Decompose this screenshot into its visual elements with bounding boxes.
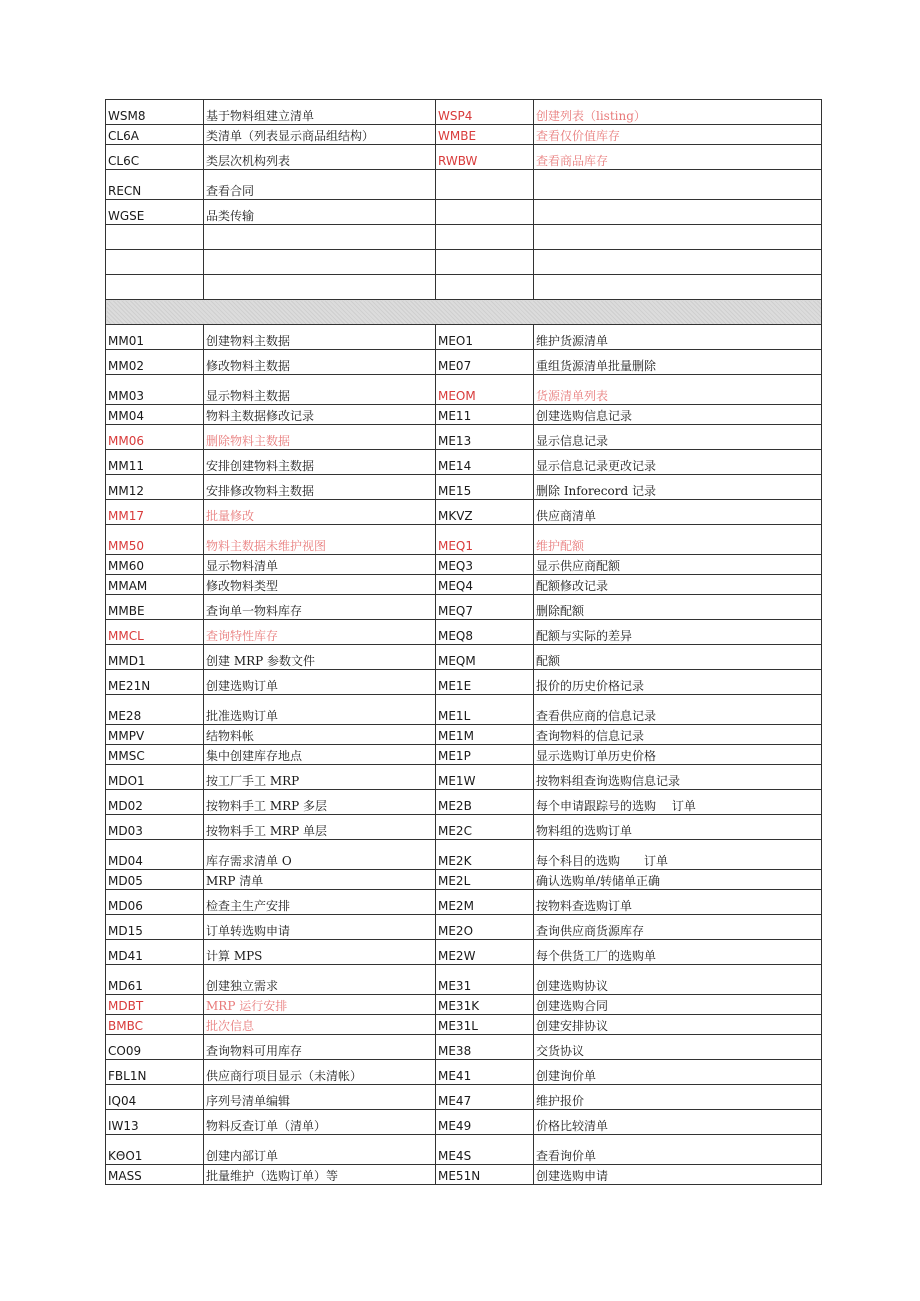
table-row <box>106 225 822 250</box>
table-row <box>106 890 822 915</box>
description-cell <box>534 200 822 225</box>
description-cell: 修改物料类型 <box>204 575 436 595</box>
table-row <box>106 200 822 225</box>
code-cell: MMD1 <box>106 645 204 670</box>
code-cell: ME4S <box>436 1135 534 1165</box>
description-cell: 按工厂手工 MRP <box>204 765 436 790</box>
description-cell: 配额与实际的差异 <box>534 620 822 645</box>
code-cell: ME2L <box>436 870 534 890</box>
table-row <box>106 670 822 695</box>
description-cell: 创建列表（listing） <box>534 100 822 125</box>
table-row <box>106 790 822 815</box>
table-row <box>106 275 822 300</box>
code-cell <box>106 250 204 275</box>
description-cell: 配额 <box>534 645 822 670</box>
description-cell: 创建选购信息记录 <box>534 405 822 425</box>
table-row <box>106 840 822 870</box>
code-cell: WSM8 <box>106 100 204 125</box>
table-row <box>106 350 822 375</box>
description-cell: 类清单（列表显示商品组结构） <box>204 125 436 145</box>
code-cell: ME15 <box>436 475 534 500</box>
table-row <box>106 250 822 275</box>
code-cell: IW13 <box>106 1110 204 1135</box>
table-row <box>106 325 822 350</box>
table-row <box>106 620 822 645</box>
code-cell: IQ04 <box>106 1085 204 1110</box>
table-row <box>106 170 822 200</box>
description-cell: 计算 MPS <box>204 940 436 965</box>
code-cell: MM12 <box>106 475 204 500</box>
code-cell: MD02 <box>106 790 204 815</box>
code-cell: ME51N <box>436 1165 534 1185</box>
code-cell <box>436 170 534 200</box>
description-cell: 订单转选购申请 <box>204 915 436 940</box>
description-cell: 安排修改物料主数据 <box>204 475 436 500</box>
description-cell: 每个供货工厂的选购单 <box>534 940 822 965</box>
description-cell: 结物料帐 <box>204 725 436 745</box>
description-cell: 删除 Inforecord 记录 <box>534 475 822 500</box>
code-cell: ME2M <box>436 890 534 915</box>
code-cell: ME07 <box>436 350 534 375</box>
description-cell: 显示物料清单 <box>204 555 436 575</box>
code-cell: MDBT <box>106 995 204 1015</box>
table-row <box>106 645 822 670</box>
code-cell <box>106 275 204 300</box>
code-cell: MMPV <box>106 725 204 745</box>
code-cell: ME2O <box>436 915 534 940</box>
description-cell: 配额修改记录 <box>534 575 822 595</box>
description-cell: 报价的历史价格记录 <box>534 670 822 695</box>
description-cell: 创建选购协议 <box>534 965 822 995</box>
table-row <box>106 870 822 890</box>
code-cell <box>436 275 534 300</box>
description-cell: MRP 运行安排 <box>204 995 436 1015</box>
code-cell: MDO1 <box>106 765 204 790</box>
code-cell: MEQ3 <box>436 555 534 575</box>
code-cell: ME31L <box>436 1015 534 1035</box>
description-cell <box>534 275 822 300</box>
code-cell: ME31K <box>436 995 534 1015</box>
code-cell: ME1M <box>436 725 534 745</box>
code-cell: RWBW <box>436 145 534 170</box>
description-cell: 按物料查选购订单 <box>534 890 822 915</box>
description-cell: 显示信息记录更改记录 <box>534 450 822 475</box>
code-cell: MD05 <box>106 870 204 890</box>
description-cell: 供应商清单 <box>534 500 822 525</box>
code-cell: WSP4 <box>436 100 534 125</box>
description-cell: 检查主生产安排 <box>204 890 436 915</box>
code-cell: MD61 <box>106 965 204 995</box>
description-cell: 显示物料主数据 <box>204 375 436 405</box>
description-cell: 创建物料主数据 <box>204 325 436 350</box>
description-cell: 查询物料可用库存 <box>204 1035 436 1060</box>
transaction-code-table <box>105 99 822 1185</box>
description-cell <box>204 250 436 275</box>
table-row <box>106 500 822 525</box>
code-cell: WGSE <box>106 200 204 225</box>
description-cell: 查询供应商货源库存 <box>534 915 822 940</box>
code-cell: KΘO1 <box>106 1135 204 1165</box>
code-cell: MD41 <box>106 940 204 965</box>
table-row <box>106 475 822 500</box>
description-cell: 类层次机构列表 <box>204 145 436 170</box>
description-cell: 查看询价单 <box>534 1135 822 1165</box>
description-cell: 库存需求清单 O <box>204 840 436 870</box>
description-cell: 创建内部订单 <box>204 1135 436 1165</box>
code-cell: ME13 <box>436 425 534 450</box>
table-row <box>106 125 822 145</box>
description-cell: 按物料组查询选购信息记录 <box>534 765 822 790</box>
code-cell: RECN <box>106 170 204 200</box>
code-cell: MD15 <box>106 915 204 940</box>
code-cell: MEO1 <box>436 325 534 350</box>
code-cell: ME47 <box>436 1085 534 1110</box>
code-cell: MM02 <box>106 350 204 375</box>
code-cell: ME11 <box>436 405 534 425</box>
section-divider-cell <box>106 300 822 325</box>
table-row <box>106 525 822 555</box>
description-cell: 基于物料组建立清单 <box>204 100 436 125</box>
code-cell: MEOM <box>436 375 534 405</box>
description-cell: 查看供应商的信息记录 <box>534 695 822 725</box>
table-row <box>106 1085 822 1110</box>
table-row <box>106 145 822 170</box>
table-row <box>106 940 822 965</box>
table-row <box>106 555 822 575</box>
description-cell: 重组货源清单批量删除 <box>534 350 822 375</box>
description-cell: 创建询价单 <box>534 1060 822 1085</box>
description-cell: 物料主数据修改记录 <box>204 405 436 425</box>
description-cell: 查询单一物料库存 <box>204 595 436 620</box>
code-cell: ME28 <box>106 695 204 725</box>
description-cell: 每个申请跟踪号的选购 订单 <box>534 790 822 815</box>
description-cell: 供应商行项目显示（未清帐） <box>204 1060 436 1085</box>
code-cell <box>436 225 534 250</box>
description-cell: 创建安排协议 <box>534 1015 822 1035</box>
code-cell: FBL1N <box>106 1060 204 1085</box>
description-cell: 查看合同 <box>204 170 436 200</box>
section-divider <box>106 300 822 325</box>
description-cell: 交货协议 <box>534 1035 822 1060</box>
code-cell: ME2C <box>436 815 534 840</box>
description-cell: 维护配额 <box>534 525 822 555</box>
description-cell: 显示选购订单历史价格 <box>534 745 822 765</box>
code-cell: MD03 <box>106 815 204 840</box>
code-cell: ME14 <box>436 450 534 475</box>
table-row <box>106 725 822 745</box>
table-row <box>106 995 822 1015</box>
description-cell: 创建选购订单 <box>204 670 436 695</box>
description-cell: 批次信息 <box>204 1015 436 1035</box>
description-cell: 修改物料主数据 <box>204 350 436 375</box>
description-cell: 创建 MRP 参数文件 <box>204 645 436 670</box>
table-row <box>106 745 822 765</box>
description-cell: 批量维护（选购订单）等 <box>204 1165 436 1185</box>
code-cell: CL6A <box>106 125 204 145</box>
description-cell: MRP 清单 <box>204 870 436 890</box>
description-cell: 货源清单列表 <box>534 375 822 405</box>
description-cell: 查看仅价值库存 <box>534 125 822 145</box>
description-cell: 删除物料主数据 <box>204 425 436 450</box>
description-cell: 批量修改 <box>204 500 436 525</box>
table-row <box>106 915 822 940</box>
code-cell: ME2B <box>436 790 534 815</box>
table-row <box>106 965 822 995</box>
table-row <box>106 1135 822 1165</box>
code-cell: MD04 <box>106 840 204 870</box>
code-cell: MMSC <box>106 745 204 765</box>
table-row <box>106 425 822 450</box>
description-cell: 安排创建物料主数据 <box>204 450 436 475</box>
description-cell: 按物料手工 MRP 单层 <box>204 815 436 840</box>
code-cell: ME1W <box>436 765 534 790</box>
table-row <box>106 405 822 425</box>
code-cell: ME2K <box>436 840 534 870</box>
description-cell: 每个科目的选购 订单 <box>534 840 822 870</box>
description-cell <box>204 225 436 250</box>
description-cell: 确认选购单/转储单正确 <box>534 870 822 890</box>
description-cell: 查询特性库存 <box>204 620 436 645</box>
description-cell: 查询物料的信息记录 <box>534 725 822 745</box>
description-cell: 创建独立需求 <box>204 965 436 995</box>
code-cell: MEQ1 <box>436 525 534 555</box>
table-row <box>106 765 822 790</box>
code-cell: MM50 <box>106 525 204 555</box>
code-cell: MM03 <box>106 375 204 405</box>
code-cell: MMAM <box>106 575 204 595</box>
code-cell: ME1E <box>436 670 534 695</box>
description-cell: 物料主数据未维护视图 <box>204 525 436 555</box>
table-row <box>106 575 822 595</box>
code-cell: MM04 <box>106 405 204 425</box>
description-cell: 显示供应商配额 <box>534 555 822 575</box>
code-cell: MM60 <box>106 555 204 575</box>
table-row <box>106 1060 822 1085</box>
description-cell: 删除配额 <box>534 595 822 620</box>
table-body <box>106 100 822 1185</box>
description-cell: 批准选购订单 <box>204 695 436 725</box>
code-cell: ME49 <box>436 1110 534 1135</box>
table-row <box>106 100 822 125</box>
table-row <box>106 450 822 475</box>
code-cell: MKVZ <box>436 500 534 525</box>
code-cell: ME1L <box>436 695 534 725</box>
code-cell: MMBE <box>106 595 204 620</box>
description-cell: 集中创建库存地点 <box>204 745 436 765</box>
code-cell <box>436 200 534 225</box>
description-cell: 价格比较清单 <box>534 1110 822 1135</box>
description-cell <box>534 170 822 200</box>
code-cell: MEQ7 <box>436 595 534 620</box>
table-row <box>106 1165 822 1185</box>
table-row <box>106 815 822 840</box>
code-cell: MASS <box>106 1165 204 1185</box>
code-cell: ME31 <box>436 965 534 995</box>
table-row <box>106 375 822 405</box>
table-row <box>106 1015 822 1035</box>
description-cell: 品类传输 <box>204 200 436 225</box>
code-cell: BMBC <box>106 1015 204 1035</box>
code-cell: MM06 <box>106 425 204 450</box>
code-cell: WMBE <box>436 125 534 145</box>
code-cell: MM11 <box>106 450 204 475</box>
code-cell: ME1P <box>436 745 534 765</box>
code-cell: MD06 <box>106 890 204 915</box>
code-cell: MEQ4 <box>436 575 534 595</box>
description-cell: 显示信息记录 <box>534 425 822 450</box>
description-cell: 物料组的选购订单 <box>534 815 822 840</box>
table-row <box>106 1110 822 1135</box>
description-cell: 维护货源清单 <box>534 325 822 350</box>
code-cell: ME38 <box>436 1035 534 1060</box>
code-cell: MEQM <box>436 645 534 670</box>
description-cell <box>534 250 822 275</box>
description-cell: 物料反查订单（清单） <box>204 1110 436 1135</box>
code-cell: ME2W <box>436 940 534 965</box>
description-cell: 创建选购合同 <box>534 995 822 1015</box>
description-cell: 创建选购申请 <box>534 1165 822 1185</box>
code-cell: CL6C <box>106 145 204 170</box>
description-cell: 维护报价 <box>534 1085 822 1110</box>
code-cell: CO09 <box>106 1035 204 1060</box>
code-cell: MEQ8 <box>436 620 534 645</box>
description-cell: 序列号清单编辑 <box>204 1085 436 1110</box>
description-cell <box>534 225 822 250</box>
code-cell: ME21N <box>106 670 204 695</box>
code-cell: ME41 <box>436 1060 534 1085</box>
table-row <box>106 595 822 620</box>
description-cell: 按物料手工 MRP 多层 <box>204 790 436 815</box>
description-cell <box>204 275 436 300</box>
table-row <box>106 1035 822 1060</box>
code-cell: MM01 <box>106 325 204 350</box>
table-row <box>106 695 822 725</box>
code-cell: MMCL <box>106 620 204 645</box>
code-cell: MM17 <box>106 500 204 525</box>
code-cell <box>436 250 534 275</box>
code-cell <box>106 225 204 250</box>
description-cell: 查看商品库存 <box>534 145 822 170</box>
